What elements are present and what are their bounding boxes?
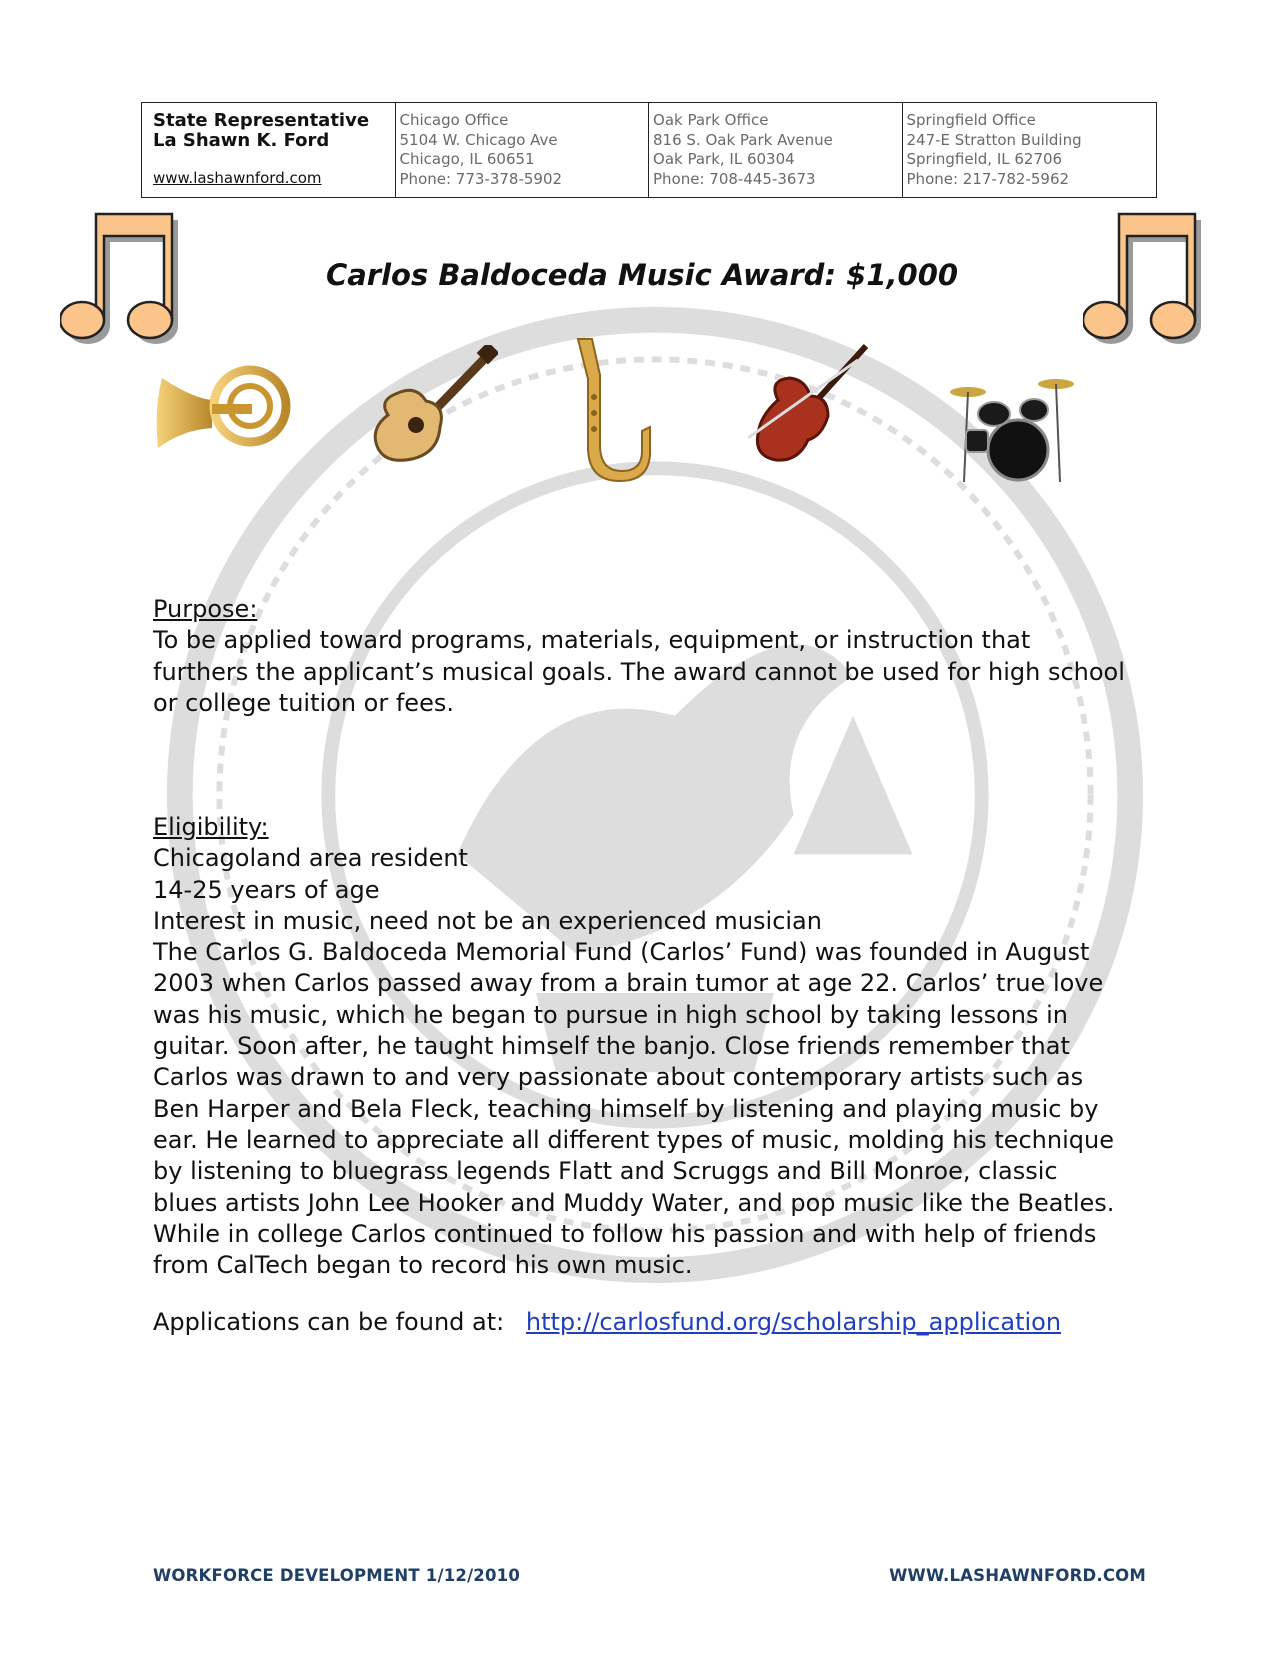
header-contact-table (141, 102, 1157, 198)
office-name: Oak Park Office (653, 111, 769, 129)
eligibility-line: While in college Carlos continued to follow his passion and with help of friends (153, 1219, 1097, 1248)
footer-website[interactable]: WWW.LASHAWNFORD.COM (889, 1566, 1146, 1585)
eligibility-line: blues artists John Lee Hooker and Muddy Water, and pop music like the Beatles. (153, 1188, 1115, 1217)
rep-website-link[interactable]: www.lashawnford.com (153, 169, 322, 187)
eligibility-line: 2003 when Carlos passed away from a brain tumor at age 22. Carlos’ true love (153, 969, 1104, 998)
office-name: Chicago Office (399, 111, 509, 129)
eligibility-line: Carlos was drawn to and very passionate about contemporary artists such as (153, 1063, 1084, 1092)
eligibility-line: from CalTech began to record his own music. (153, 1251, 693, 1280)
office-city: Springfield, IL 62706 (906, 150, 1063, 168)
eligibility-line: 14-25 years of age (153, 875, 380, 904)
purpose-line: furthers the applicant’s musical goals. The award cannot be used for high school (153, 657, 1125, 686)
office-cell-springfield (903, 103, 1157, 197)
office-phone: Phone: 773-378-5902 (399, 169, 563, 188)
drum-kit-icon (948, 370, 1076, 485)
office-city: Oak Park, IL 60304 (653, 150, 795, 168)
eligibility-line: The Carlos G. Baldoceda Memorial Fund (Carlos’ Fund) was founded in August (153, 938, 1090, 967)
purpose-line: or college tuition or fees. (153, 688, 454, 717)
page-title: Carlos Baldoceda Music Award: $1,000 (325, 258, 959, 292)
representative-cell (142, 103, 396, 197)
eligibility-line: by listening to bluegrass legends Flatt and Scruggs and Bill Monroe, classic (153, 1157, 1058, 1186)
application-link[interactable]: http://carlosfund.org/scholarship_application (525, 1308, 1062, 1336)
eligibility-line: Interest in music, need not be an experienced musician (153, 906, 822, 935)
saxophone-icon (570, 335, 655, 483)
acoustic-guitar-icon (368, 345, 498, 475)
eligibility-line: ear. He learned to appreciate all different types of music, molding his technique (153, 1125, 1114, 1154)
office-cell-oak-park (649, 103, 903, 197)
office-street: 816 S. Oak Park Avenue (653, 130, 833, 149)
office-phone: Phone: 217-782-5962 (906, 169, 1070, 188)
office-street: 247-E Stratton Building (906, 130, 1082, 149)
rep-title: State Representative (153, 110, 370, 131)
eligibility-line: guitar. Soon after, he taught himself the banjo. Close friends remember that (153, 1032, 1070, 1061)
office-street: 5104 W. Chicago Ave (399, 130, 558, 149)
office-cell-chicago (396, 103, 650, 197)
purpose-line: To be applied toward programs, materials, equipment, or instruction that (153, 626, 1031, 655)
french-horn-icon (152, 348, 297, 453)
eligibility-line: was his music, which he began to pursue in high school by taking lessons in (153, 1000, 1068, 1029)
eligibility-line: Ben Harper and Bela Fleck, teaching himself by listening and playing music by (153, 1094, 1099, 1123)
applications-label: Applications can be found at: (153, 1308, 505, 1336)
violin-icon (748, 340, 878, 475)
footer-left: WORKFORCE DEVELOPMENT 1/12/2010 (153, 1566, 521, 1585)
office-city: Chicago, IL 60651 (399, 150, 535, 168)
eligibility-line: Chicagoland area resident (153, 844, 468, 873)
applications-line (153, 1308, 1061, 1336)
eligibility-heading: Eligibility: (153, 813, 269, 841)
rep-name: La Shawn K. Ford (153, 130, 330, 151)
eligibility-section (153, 812, 1153, 1281)
purpose-heading: Purpose: (153, 595, 258, 623)
office-phone: Phone: 708-445-3673 (653, 169, 816, 188)
purpose-section (153, 594, 1153, 719)
office-name: Springfield Office (906, 111, 1036, 129)
